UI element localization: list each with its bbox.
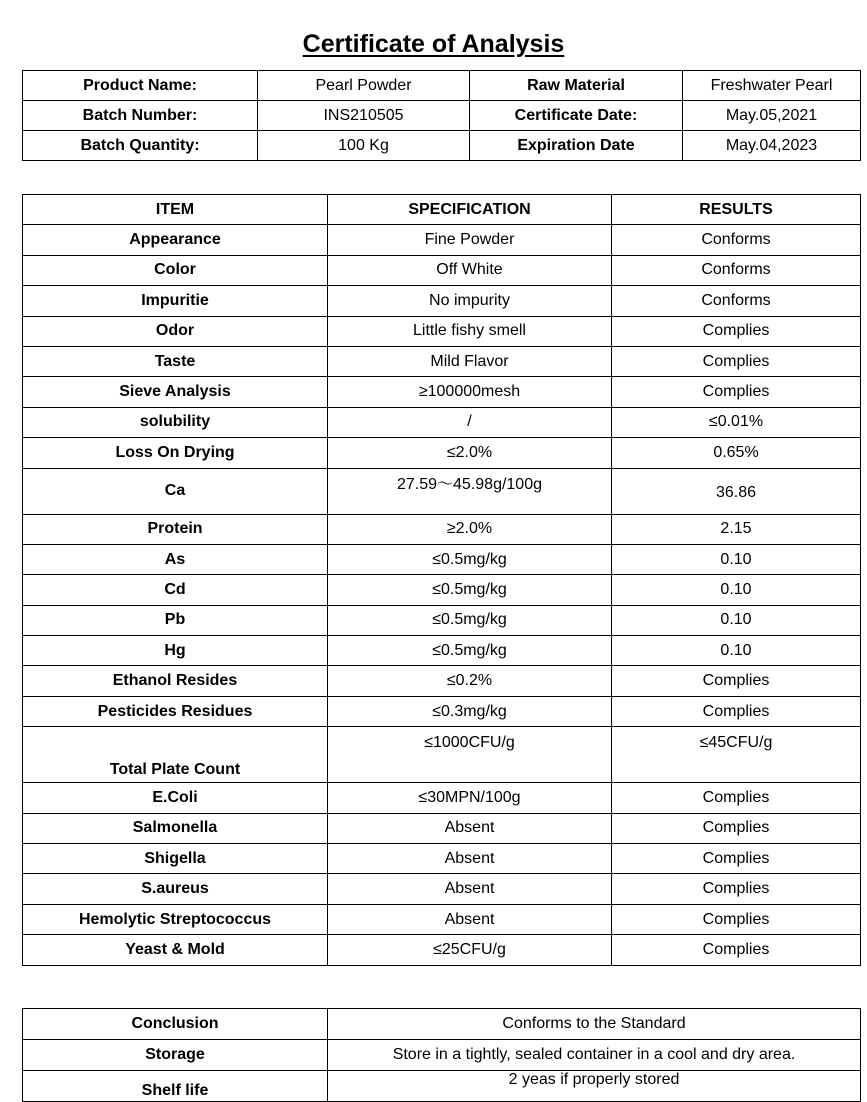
table-row xyxy=(23,468,861,514)
table-row xyxy=(23,935,861,965)
conclusion-label: Storage xyxy=(23,1040,328,1071)
table-row xyxy=(23,727,861,783)
specification-cell: ≤0.5mg/kg xyxy=(328,605,612,635)
table-row xyxy=(23,844,861,874)
table-row xyxy=(23,316,861,346)
table-row xyxy=(23,544,861,574)
specification-cell: ≥100000mesh xyxy=(328,377,612,407)
specification-cell: ≤1000CFU/g xyxy=(328,727,612,783)
table-row xyxy=(23,407,861,437)
conclusion-value: 2 yeas if properly stored xyxy=(328,1071,861,1102)
result-cell: 0.10 xyxy=(612,605,861,635)
item-cell: Ca xyxy=(23,468,328,514)
result-cell: Conforms xyxy=(612,225,861,255)
info-label: Batch Quantity: xyxy=(23,131,258,161)
result-cell: Complies xyxy=(612,346,861,376)
table-row xyxy=(23,438,861,468)
item-cell: Pesticides Residues xyxy=(23,696,328,726)
conclusion-row xyxy=(23,1009,861,1040)
specification-cell: Fine Powder xyxy=(328,225,612,255)
specification-cell: ≤0.5mg/kg xyxy=(328,575,612,605)
item-cell: Hemolytic Streptococcus xyxy=(23,904,328,934)
specification-cell: Little fishy smell xyxy=(328,316,612,346)
specification-cell: No impurity xyxy=(328,286,612,316)
result-cell: Complies xyxy=(612,844,861,874)
table-row xyxy=(23,813,861,843)
specification-cell: Absent xyxy=(328,874,612,904)
result-cell: Complies xyxy=(612,666,861,696)
item-cell: Protein xyxy=(23,514,328,544)
column-header-item: ITEM xyxy=(23,195,328,225)
conclusion-label: Conclusion xyxy=(23,1009,328,1040)
item-cell: S.aureus xyxy=(23,874,328,904)
product-info-table xyxy=(22,70,861,161)
info-row xyxy=(23,131,861,161)
item-cell: E.Coli xyxy=(23,783,328,813)
specification-cell: ≤2.0% xyxy=(328,438,612,468)
info-row xyxy=(23,101,861,131)
specification-cell: Absent xyxy=(328,904,612,934)
item-cell: Taste xyxy=(23,346,328,376)
result-cell: ≤0.01% xyxy=(612,407,861,437)
info-value: May.05,2021 xyxy=(683,101,861,131)
table-row xyxy=(23,666,861,696)
specification-cell: Mild Flavor xyxy=(328,346,612,376)
info-label: Batch Number: xyxy=(23,101,258,131)
document-title: Certificate of Analysis xyxy=(302,30,565,58)
info-value: May.04,2023 xyxy=(683,131,861,161)
conclusion-value: Conforms to the Standard xyxy=(328,1009,861,1040)
conclusion-table xyxy=(22,1008,861,1102)
specification-cell: 27.59～45.98g/100g xyxy=(328,468,612,514)
result-cell: 0.10 xyxy=(612,636,861,666)
specification-cell: Absent xyxy=(328,844,612,874)
item-cell: Sieve Analysis xyxy=(23,377,328,407)
result-cell: Complies xyxy=(612,696,861,726)
conclusion-row xyxy=(23,1071,861,1102)
specification-cell: Absent xyxy=(328,813,612,843)
result-cell: 36.86 xyxy=(612,468,861,514)
result-cell: Complies xyxy=(612,377,861,407)
item-cell: Odor xyxy=(23,316,328,346)
specification-cell: ≤0.3mg/kg xyxy=(328,696,612,726)
item-cell: Impuritie xyxy=(23,286,328,316)
column-header-results: RESULTS xyxy=(612,195,861,225)
table-row xyxy=(23,696,861,726)
table-header-row xyxy=(23,195,861,225)
table-row xyxy=(23,346,861,376)
specification-cell: ≥2.0% xyxy=(328,514,612,544)
result-cell: Complies xyxy=(612,783,861,813)
result-cell: Complies xyxy=(612,935,861,965)
specification-cell: Off White xyxy=(328,255,612,285)
conclusion-value: Store in a tightly, sealed container in a cool and dry area. xyxy=(328,1040,861,1071)
result-cell: Conforms xyxy=(612,255,861,285)
item-cell: Cd xyxy=(23,575,328,605)
item-cell: As xyxy=(23,544,328,574)
result-cell: 0.10 xyxy=(612,575,861,605)
result-cell: Complies xyxy=(612,316,861,346)
table-row xyxy=(23,255,861,285)
specification-cell: ≤0.2% xyxy=(328,666,612,696)
result-cell: 2.15 xyxy=(612,514,861,544)
result-cell: Conforms xyxy=(612,286,861,316)
info-value: 100 Kg xyxy=(258,131,470,161)
info-label: Certificate Date: xyxy=(470,101,683,131)
info-label: Product Name: xyxy=(23,71,258,101)
item-cell: Color xyxy=(23,255,328,285)
item-cell: Ethanol Resides xyxy=(23,666,328,696)
info-label: Expiration Date xyxy=(470,131,683,161)
specification-cell: ≤0.5mg/kg xyxy=(328,544,612,574)
item-cell: Yeast & Mold xyxy=(23,935,328,965)
item-cell: Shigella xyxy=(23,844,328,874)
table-row xyxy=(23,904,861,934)
table-row xyxy=(23,636,861,666)
table-row xyxy=(23,874,861,904)
specification-cell: ≤0.5mg/kg xyxy=(328,636,612,666)
specification-cell: ≤30MPN/100g xyxy=(328,783,612,813)
item-cell: Salmonella xyxy=(23,813,328,843)
result-cell: 0.65% xyxy=(612,438,861,468)
info-value: INS210505 xyxy=(258,101,470,131)
table-row xyxy=(23,377,861,407)
info-row xyxy=(23,71,861,101)
item-cell: Total Plate Count xyxy=(23,727,328,783)
result-cell: Complies xyxy=(612,813,861,843)
table-row xyxy=(23,514,861,544)
result-cell: 0.10 xyxy=(612,544,861,574)
item-cell: Pb xyxy=(23,605,328,635)
item-cell: solubility xyxy=(23,407,328,437)
info-value: Pearl Powder xyxy=(258,71,470,101)
table-row xyxy=(23,783,861,813)
table-row xyxy=(23,286,861,316)
test-results-table xyxy=(22,194,861,966)
table-row xyxy=(23,605,861,635)
column-header-specification: SPECIFICATION xyxy=(328,195,612,225)
table-row xyxy=(23,575,861,605)
specification-cell: / xyxy=(328,407,612,437)
conclusion-row xyxy=(23,1040,861,1071)
item-cell: Loss On Drying xyxy=(23,438,328,468)
item-cell: Appearance xyxy=(23,225,328,255)
item-cell: Hg xyxy=(23,636,328,666)
info-label: Raw Material xyxy=(470,71,683,101)
info-value: Freshwater Pearl xyxy=(683,71,861,101)
result-cell: Complies xyxy=(612,904,861,934)
result-cell: Complies xyxy=(612,874,861,904)
conclusion-label: Shelf life xyxy=(23,1071,328,1102)
result-cell: ≤45CFU/g xyxy=(612,727,861,783)
specification-cell: ≤25CFU/g xyxy=(328,935,612,965)
table-row xyxy=(23,225,861,255)
